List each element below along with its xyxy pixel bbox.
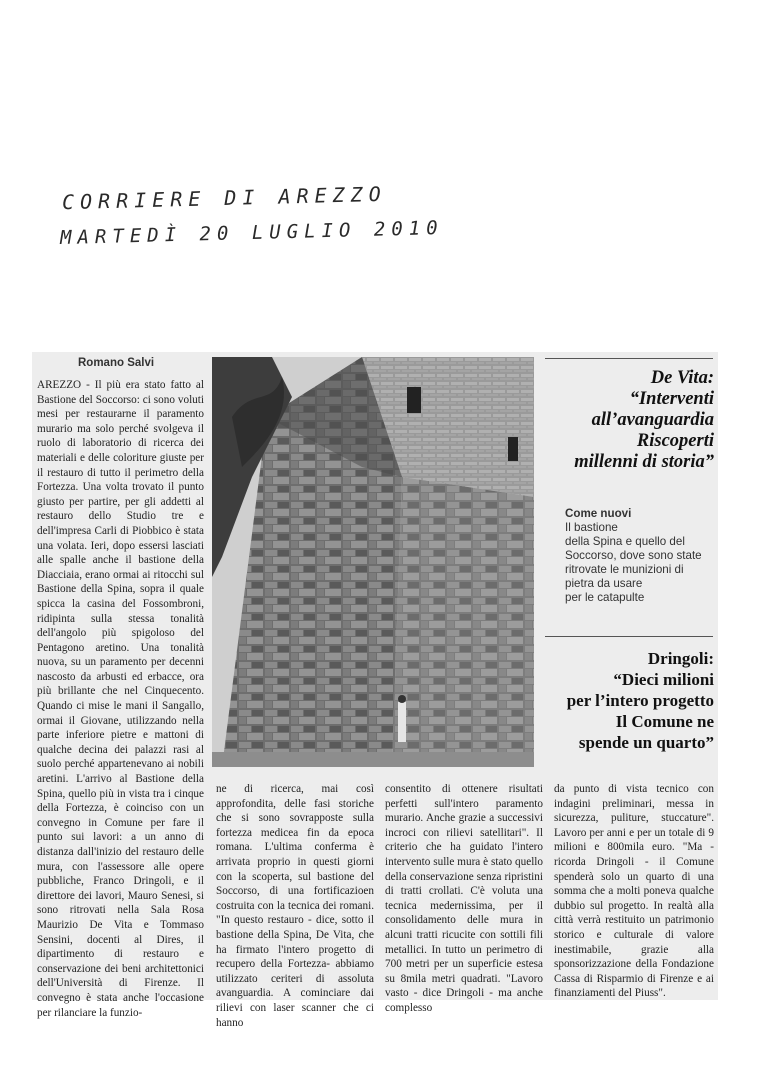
- article-column-3: consentito di ottenere risultati perfetti sull'intero paramento murario. Anche grazie a successivi incroci con rilievi satellitari". Il criterio che ha guidato l'intero intervento sulle mura è stato quello della conservazione senza ripristini di tratti crollati. C'è voluta una tecnica medernissima, per il consolidamento delle mura in alcuni tratti ricucite con sottili fili metallici. In tutto un perimetro di 700 metri per un superficie estesa su 8mila metri quadrati. "Lavoro vasto - dice Dringoli - ma anche complesso: [385, 783, 543, 1014]
- photo-caption-line-6: per le catapulte: [565, 591, 645, 604]
- handwritten-source-note: [62, 182, 387, 214]
- stone-wall-image: [212, 357, 534, 767]
- headline-de-vita-line-5: millenni di storia”: [574, 452, 714, 472]
- headline-divider-bottom: [545, 636, 713, 637]
- headline-de-vita: [542, 368, 714, 473]
- headline-dringoli-line-5: spende un quarto”: [578, 733, 714, 752]
- article-column-4: da punto di vista tecnico con indagini preliminari, messa in sicurezza, puliture, stuccature". Lavoro per anni e per un totale di 9 milioni e 800mila euro. "Ma - ricorda Dringoli - il Comune spenderà solo un quarto di una somma che a molti poneva qualche dubbio sul progetto. In realtà alla città verrà restituito un patrimonio storico e culturale di valore inestimabile, grazie alla sponsorizzazione della Fondazione Cassa di Risparmio di Firenze e ai finanziamenti del Piuss".: [554, 783, 714, 1000]
- headline-divider-top: [545, 358, 713, 359]
- headline-dringoli-line-1: Dringoli:: [647, 649, 714, 668]
- headline-dringoli-line-3: per l’intero progetto: [566, 691, 714, 710]
- headline-de-vita-line-4: Riscoperti: [636, 431, 714, 451]
- byline: Romano Salvi: [78, 357, 155, 369]
- article-column-2: ne di ricerca, mai così approfondita, delle fasi storiche che si sono sovrapposte sulla fortezza medicea fin da epoca romana. L'ultima conferma è arrivata proprio in questi giorni con la scoperta, sul bastione del Soccorso, di una fortificazioen costruita con la tecnica dei romani. "In questo restauro - dice, sotto il bastione della Spina, De Vita, che ha firmato l'intero progetto di recupero della Fortezza- abbiamo utilizzato ceriteri di assoluta avanguardia. A cominciare dai rilievi con laser scanner che ci hanno: [216, 783, 374, 1029]
- headline-de-vita-line-3: all’avanguardia: [591, 410, 714, 430]
- headline-dringoli-line-4: Il Comune ne: [615, 712, 714, 731]
- headline-de-vita-line-2: “Interventi: [629, 389, 714, 409]
- handwritten-newspaper-name: CORRIERE DI AREZZO: [61, 181, 388, 215]
- handwritten-date-note: [60, 217, 444, 249]
- photo-caption: [565, 507, 715, 605]
- photo-caption-line-1: Il bastione: [565, 521, 618, 534]
- photo-caption-title: Come nuovi: [565, 507, 632, 520]
- headline-dringoli-line-2: “Dieci milioni: [613, 670, 714, 689]
- bastion-photo: [212, 357, 534, 767]
- handwritten-date: MARTEDÌ 20 LUGLIO 2010: [59, 216, 444, 250]
- photo-caption-line-2: della Spina e quello del: [565, 535, 685, 548]
- headline-de-vita-line-1: De Vita:: [650, 368, 714, 388]
- photo-caption-line-5: pietra da usare: [565, 577, 643, 590]
- photo-caption-line-3: Soccorso, dove sono state: [565, 549, 702, 562]
- photo-caption-line-4: ritrovate le munizioni di: [565, 563, 684, 576]
- article-column-1: AREZZO - Il più era stato fatto al Bastione del Soccorso: ci sono voluti mesi per restaurarne il paramento murario ma solo perché svolgeva il ruolo di laboratorio di ricerca dei materiali e delle coloriture giuste per il restauro di tutto il perimetro della Fortezza. Una volta trovato il punto giusto per partire, per gli addetti al restauro dello Studio tre e dell'impresa Carli di Piobbico è stata una volata. Ieri, dopo essersi lasciati alle spalle anche il bastione della Diacciaia, erano ormai ai ritocchi sul Bastione della Spina, sopra il quale spicca la casina del Fossombroni, ridipinta sulla stessa tonalità dell'angolo più spigoloso del Pentagono aretino. Una tonalità nuova, su un paramento per decenni nascosto da arbusti ed erbacce, ora più brillante che nel Cinquecento. Quando ci mise le mani il Sangallo, ormai il Giovane, utilizzando nella parte inferiore pietre e mattoni di qualche decina dei palazzi rasi al suolo perché appartenevano ai nobili aretini. L'arrivo al Bastione della Spina, quello più in vista tra i cinque della Fortezza, è coinciso con un convegno in Comune per fare il punto sui lavori: a un anno di distanza dall'inizio del restauro delle mura, con l'assessore alle opere pubbliche, Franco Dringoli, e il direttore dei lavori, Mauro Senesi, si sono ritrovati nella Sala Rosa Maurizio De Vita e Tommaso Sensini, docenti al Dires, il dipartimento di restauro e conservazione dei beni architettonici dell'Università di Firenze. Il convegno è stata anche l'occasione per rilanciare la funzio-: [37, 379, 204, 1019]
- headline-dringoli: [542, 648, 714, 753]
